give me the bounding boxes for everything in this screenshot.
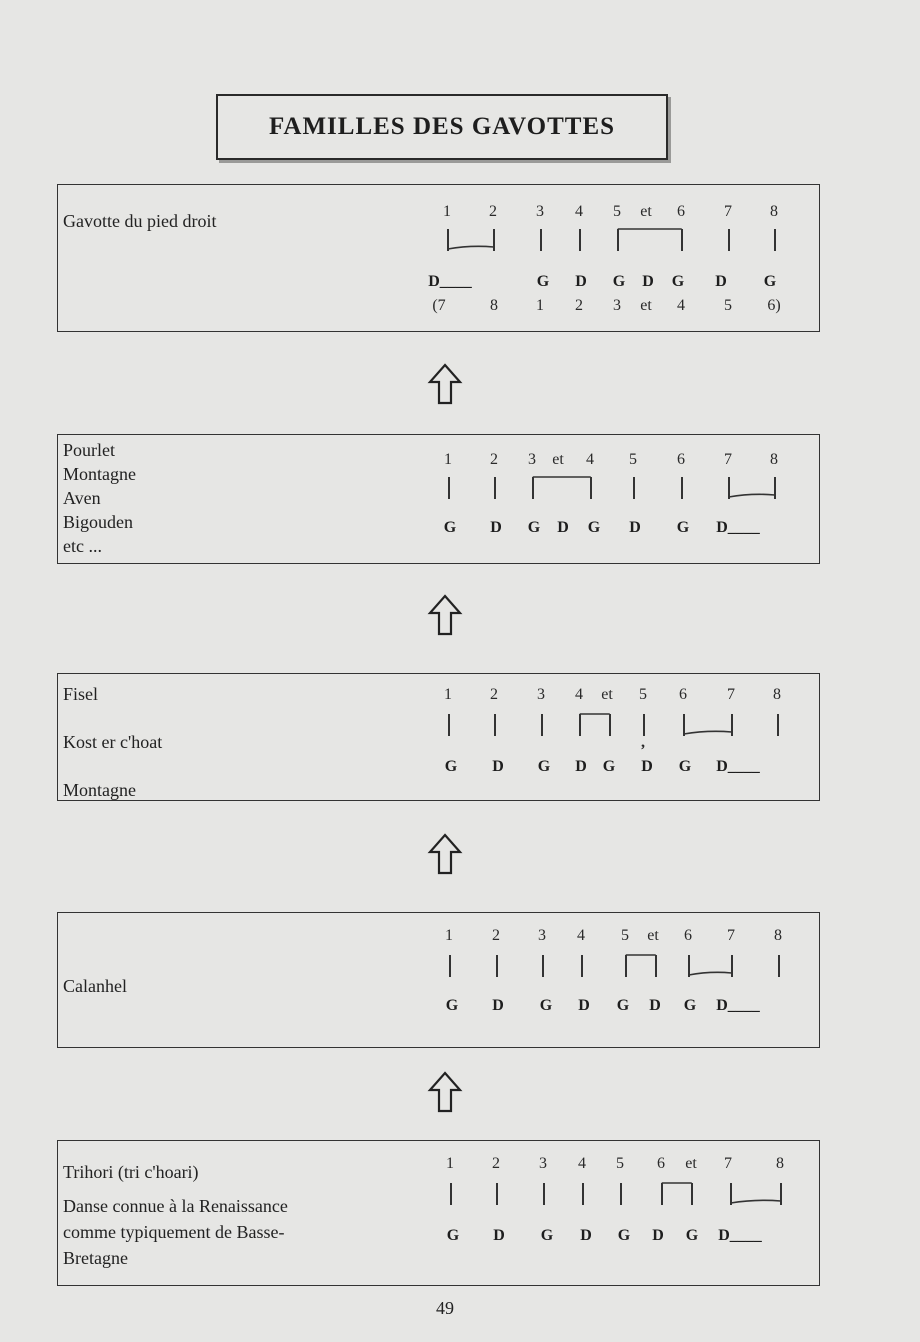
family-label: Trihori (tri c'hoari) [63, 1162, 199, 1182]
beat-number: et [685, 1155, 697, 1172]
up-arrow-icon [427, 362, 463, 406]
beat-number: 6 [684, 927, 692, 944]
sub-count: 8 [490, 297, 498, 314]
step-label: D [575, 758, 587, 775]
beat-number: 3 [528, 451, 536, 468]
step-label: D [492, 758, 504, 775]
step-label: D [575, 273, 587, 290]
sub-count: 1 [536, 297, 544, 314]
step-label: G [683, 997, 697, 1014]
step-label: G [587, 519, 601, 536]
beat-number: et [601, 686, 613, 703]
step-label: D____ [716, 997, 760, 1014]
rhythm-notation [58, 435, 819, 563]
step-label: G [612, 273, 626, 290]
sub-count: 3 [613, 297, 621, 314]
step-label: G [537, 758, 551, 775]
up-arrow-icon [427, 1070, 463, 1114]
step-label: D [642, 273, 654, 290]
beat-number: 2 [492, 1155, 500, 1172]
up-arrow-icon [427, 593, 463, 637]
beat-number: 4 [575, 203, 583, 220]
step-label: G [616, 997, 630, 1014]
step-label: G [539, 997, 553, 1014]
beat-number: et [647, 927, 659, 944]
beat-number: 4 [575, 686, 583, 703]
step-label: G [445, 997, 459, 1014]
step-label: D [629, 519, 641, 536]
step-label: G [444, 758, 458, 775]
step-label: G [685, 1227, 699, 1244]
family-label: Montagne [63, 464, 136, 484]
beat-number: 4 [578, 1155, 586, 1172]
step-label: D [493, 1227, 505, 1244]
page-title: FAMILLES DES GAVOTTES [216, 94, 668, 160]
family-label: Montagne [63, 780, 136, 800]
tie-connector [684, 731, 732, 734]
family-box-pied-droit [57, 184, 820, 332]
step-label: D [578, 997, 590, 1014]
family-label: Gavotte du pied droit [63, 211, 217, 231]
step-connectors [58, 913, 821, 1053]
rhythm-notation [58, 185, 819, 331]
beat-number: 7 [724, 1155, 732, 1172]
sub-count: 4 [677, 297, 685, 314]
rhythm-notation [58, 1141, 819, 1285]
beat-number: 6 [677, 203, 685, 220]
sub-count: 2 [575, 297, 583, 314]
step-label: D [652, 1227, 664, 1244]
step-label: D [492, 997, 504, 1014]
beat-number: 5 [621, 927, 629, 944]
beat-number: 3 [538, 927, 546, 944]
tie-connector [729, 494, 775, 497]
family-label: Bigouden [63, 512, 133, 532]
beat-number: et [552, 451, 564, 468]
step-label: D [649, 997, 661, 1014]
beat-number: 2 [492, 927, 500, 944]
tie-connector [448, 246, 494, 249]
step-label: G [540, 1227, 554, 1244]
step-label: G [536, 273, 550, 290]
family-label: Pourlet [63, 440, 115, 460]
sub-count: 6) [767, 297, 781, 314]
beat-number: 7 [724, 203, 732, 220]
beat-number: 7 [727, 686, 735, 703]
beat-number: 5 [616, 1155, 624, 1172]
sub-count: (7 [432, 297, 446, 314]
beat-number: 6 [657, 1155, 665, 1172]
beat-number: 1 [444, 451, 452, 468]
beat-number: 3 [536, 203, 544, 220]
beat-number: 8 [776, 1155, 784, 1172]
rhythm-notation [58, 674, 819, 800]
family-label: Fisel [63, 684, 99, 704]
family-label: Bretagne [63, 1248, 128, 1268]
step-connectors [58, 1141, 821, 1281]
beat-number: 2 [489, 203, 497, 220]
beat-number: 2 [490, 451, 498, 468]
step-label: D____ [716, 519, 760, 536]
up-arrow-icon [427, 832, 463, 876]
step-label: G [676, 519, 690, 536]
step-label: D____ [428, 273, 472, 290]
step-label: G [671, 273, 685, 290]
beat-number: 5 [613, 203, 621, 220]
family-box-fisel [57, 673, 820, 801]
step-connectors [58, 674, 821, 814]
beat-number: 2 [490, 686, 498, 703]
tie-connector [689, 972, 732, 975]
beat-number: 5 [629, 451, 637, 468]
family-label: comme typiquement de Basse- [63, 1222, 285, 1242]
sub-count: et [640, 297, 652, 314]
family-label: Kost er c'hoat [63, 732, 163, 752]
beat-number: 1 [446, 1155, 454, 1172]
step-label: D [641, 758, 653, 775]
beat-number: 1 [445, 927, 453, 944]
step-label: G [617, 1227, 631, 1244]
step-label: D [580, 1227, 592, 1244]
step-label: G [446, 1227, 460, 1244]
beat-number: 1 [443, 203, 451, 220]
beat-number: 7 [727, 927, 735, 944]
step-label: G [443, 519, 457, 536]
beat-number: 8 [774, 927, 782, 944]
sub-count: 5 [724, 297, 732, 314]
page-number: 49 [436, 1298, 454, 1318]
tie-connector [731, 1200, 781, 1203]
beat-number: 5 [639, 686, 647, 703]
step-connectors [58, 435, 821, 575]
step-label: G [763, 273, 777, 290]
beat-number: 6 [679, 686, 687, 703]
beat-number: 4 [577, 927, 585, 944]
beat-number: 3 [539, 1155, 547, 1172]
family-label: etc ... [63, 536, 102, 556]
beat-number: 8 [770, 451, 778, 468]
comma-mark: , [641, 734, 645, 751]
family-box-pourlet [57, 434, 820, 564]
step-label: D____ [716, 758, 760, 775]
step-label: G [527, 519, 541, 536]
step-label: G [678, 758, 692, 775]
beat-number: 4 [586, 451, 594, 468]
family-label: Calanhel [63, 976, 127, 996]
beat-number: 8 [770, 203, 778, 220]
family-label: Aven [63, 488, 101, 508]
family-box-trihori [57, 1140, 820, 1286]
family-label: Danse connue à la Renaissance [63, 1196, 288, 1216]
step-label: D [715, 273, 727, 290]
family-box-calanhel [57, 912, 820, 1048]
beat-number: 8 [773, 686, 781, 703]
beat-number: 3 [537, 686, 545, 703]
beat-number: 1 [444, 686, 452, 703]
step-label: D [557, 519, 569, 536]
beat-number: et [640, 203, 652, 220]
beat-number: 6 [677, 451, 685, 468]
step-label: D____ [718, 1227, 762, 1244]
step-label: G [602, 758, 616, 775]
beat-number: 7 [724, 451, 732, 468]
step-label: D [490, 519, 502, 536]
rhythm-notation [58, 913, 819, 1047]
